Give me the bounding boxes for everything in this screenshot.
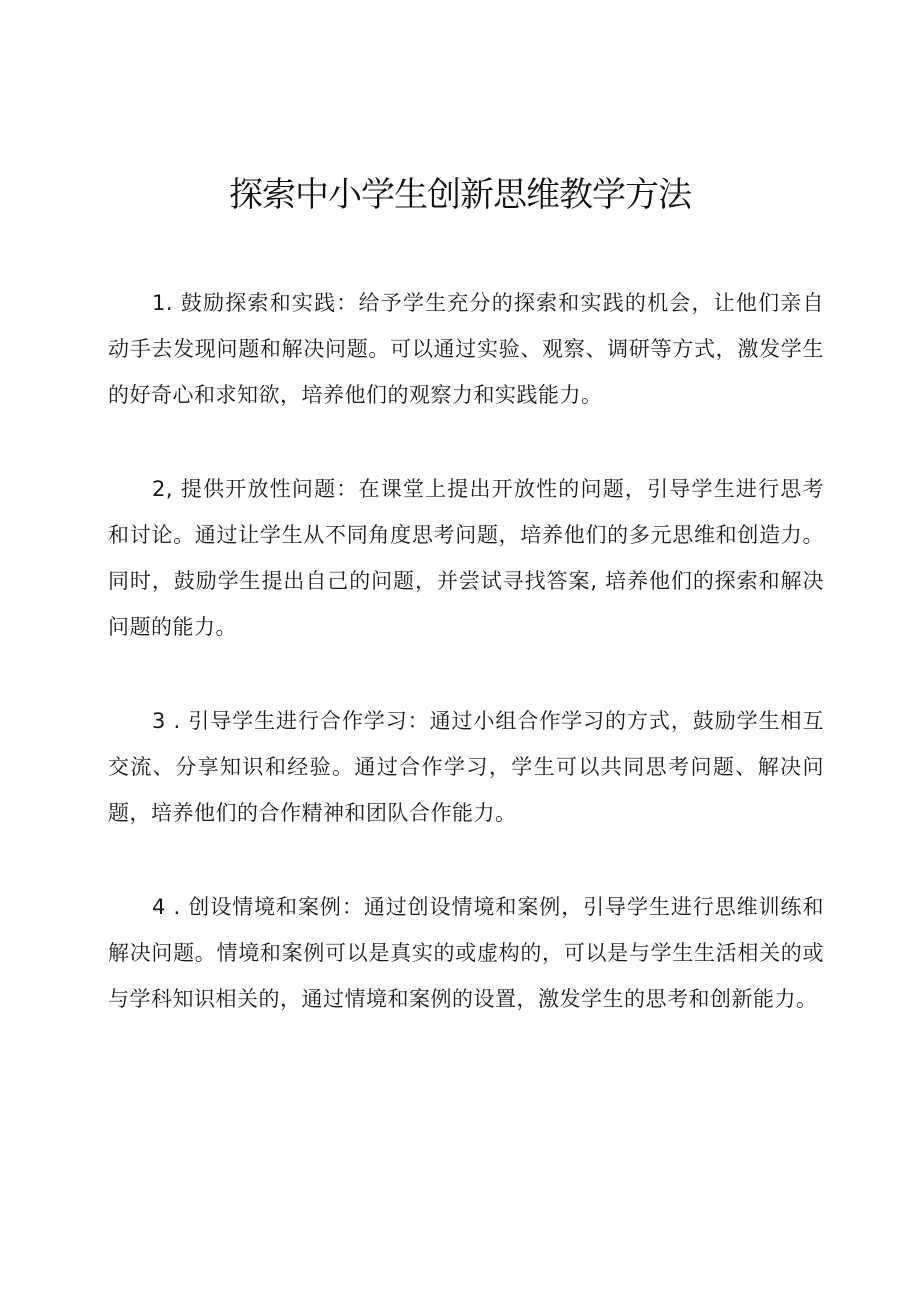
document-title: 探索中小学生创新思维教学方法 bbox=[229, 175, 691, 215]
paragraph-1: 1. 鼓励探索和实践：给予学生充分的探索和实践的机会，让他们亲自动手去发现问题和解决问题。可以通过实验、观察、调研等方式，激发学生的好奇心和求知欲，培养他们的观察力和实践能力。 bbox=[108, 291, 824, 407]
paragraph-3: 3 . 引导学生进行合作学习：通过小组合作学习的方式，鼓励学生相互交流、分享知识和经验。通过合作学习，学生可以共同思考问题、解决问题，培养他们的合作精神和团队合作能力。 bbox=[108, 709, 824, 825]
paragraph-4: 4 . 创设情境和案例：通过创设情境和案例，引导学生进行思维训练和解决问题。情境和案例可以是真实的或虚构的，可以是与学生生活相关的或与学科知识相关的，通过情境和案例的设置，激发学生的思考和创新能力。 bbox=[108, 895, 824, 1011]
paragraph-2: 2, 提供开放性问题：在课堂上提出开放性的问题，引导学生进行思考和讨论。通过让学生从不同角度思考问题，培养他们的多元思维和创造力。同时，鼓励学生提出自己的问题，并尝试寻找答案, 培养他们的探索和解决问题的能力。 bbox=[108, 477, 824, 639]
